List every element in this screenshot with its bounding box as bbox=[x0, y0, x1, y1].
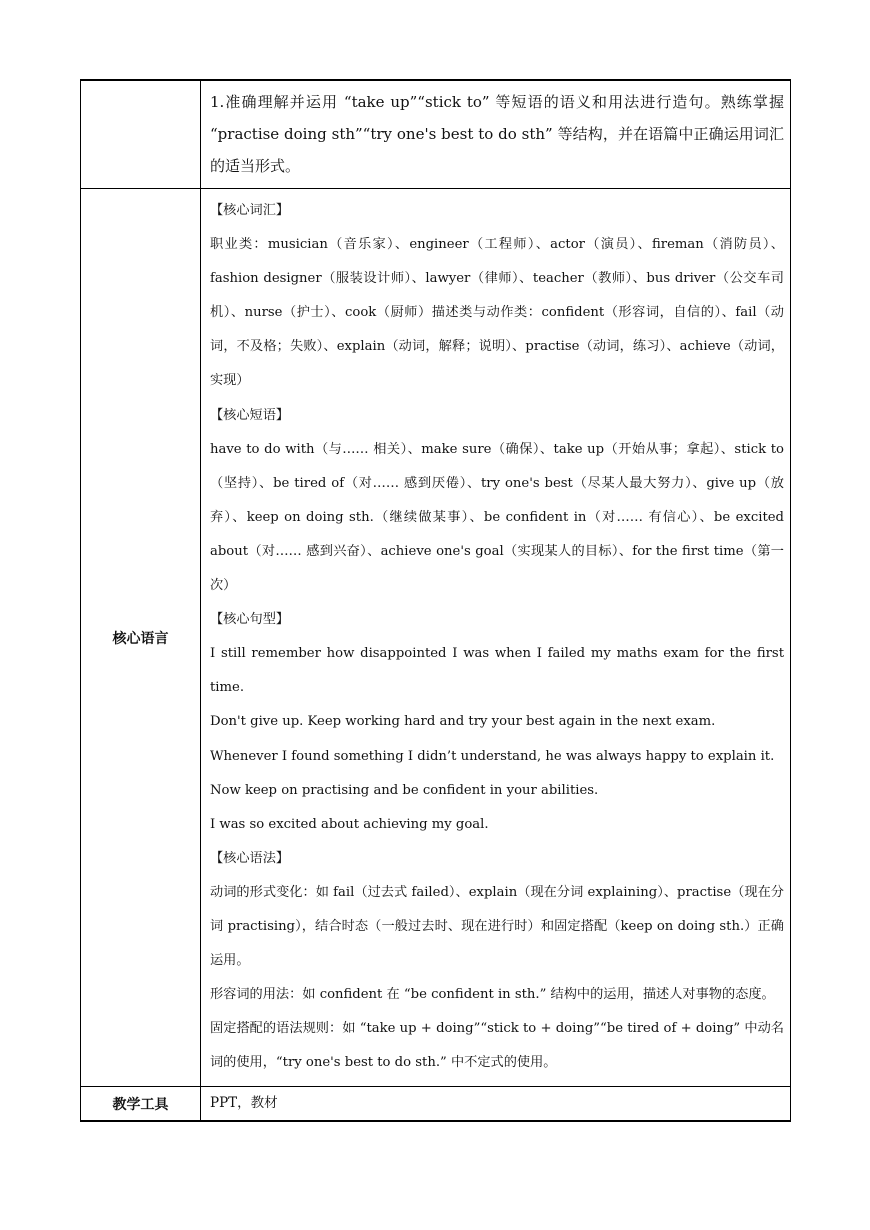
objectives-row bbox=[81, 80, 791, 189]
vocab-text: 职业类：musician（音乐家）、engineer（工程师）、actor（演员）、fireman（消防员）、fashion designer（服装设计师）、lawyer（律师）、teacher（教师）、bus driver（公交车司机）、nurse（护士）、cook（厨师）描述类与动作类：confident（形容词，自信的）、fail（动词，不及格；失败）、explain（动词，解释；说明）、practise（动词，练习）、achieve（动词，实现） bbox=[210, 237, 784, 389]
lesson-plan-table bbox=[80, 79, 791, 1122]
core-language-row bbox=[81, 189, 791, 1087]
sentence-item: I still remember how disappointed I was when I failed my maths exam for the first time. bbox=[210, 646, 784, 696]
phrases-heading: 【核心短语】 bbox=[210, 407, 290, 423]
grammar-heading: 【核心语法】 bbox=[210, 850, 290, 866]
teaching-tools-value: PPT，教材 bbox=[210, 1095, 278, 1112]
sentence-item: Don't give up. Keep working hard and try your best again in the next exam. bbox=[210, 714, 716, 730]
teaching-tools-cell bbox=[201, 1087, 791, 1122]
teaching-tools-row bbox=[81, 1087, 791, 1122]
sentences-heading: 【核心句型】 bbox=[210, 612, 290, 628]
phrases-text: have to do with（与…… 相关）、make sure（确保）、take up（开始从事；拿起）、stick to（坚持）、be tired of（对…… 感到厌倦）、try one's best（尽某人最大努力）、give up（放弃）、keep on doing sth.（继续做某事）、be confident in（对…… 有信心）、be excited about（对…… 感到兴奋）、achieve one's goal（实现某人的目标）、for the first time（第一次） bbox=[210, 441, 784, 594]
vocab-heading: 【核心词汇】 bbox=[210, 203, 290, 218]
objectives-label-cell bbox=[81, 80, 201, 189]
objectives-cell bbox=[201, 80, 791, 189]
grammar-item: 固定搭配的语法规则：如 “take up + doing”“stick to + doing”“be tired of + doing” 中动名词的使用，“try one's best to do sth.” 中不定式的使用。 bbox=[210, 1021, 784, 1071]
core-language-cell bbox=[201, 189, 791, 1087]
grammar-item: 动词的形式变化：如 fail（过去式 failed）、explain（现在分词 explaining）、practise（现在分词 practising），结合时态（一般过去时、现在进行时）和固定搭配（keep on doing sth.）正确运用。 bbox=[210, 884, 784, 969]
sentence-item: Now keep on practising and be confident in your abilities. bbox=[210, 782, 599, 798]
core-language-label: 核心语言 bbox=[81, 189, 201, 1087]
objectives-text: 1.准确理解并运用 “take up”“stick to” 等短语的语义和用法进行造句。熟练掌握 “practise doing sth”“try one's best to do sth” 等结构，并在语篇中正确运用词汇的适当形式。 bbox=[210, 93, 784, 175]
sentence-item: I was so excited about achieving my goal. bbox=[210, 816, 489, 832]
sentence-item: Whenever I found something I didn’t understand, he was always happy to explain it. bbox=[210, 748, 775, 764]
teaching-tools-label: 教学工具 bbox=[81, 1087, 201, 1122]
grammar-item: 形容词的用法：如 confident 在 “be confident in sth.” 结构中的运用，描述人对事物的态度。 bbox=[210, 987, 775, 1003]
